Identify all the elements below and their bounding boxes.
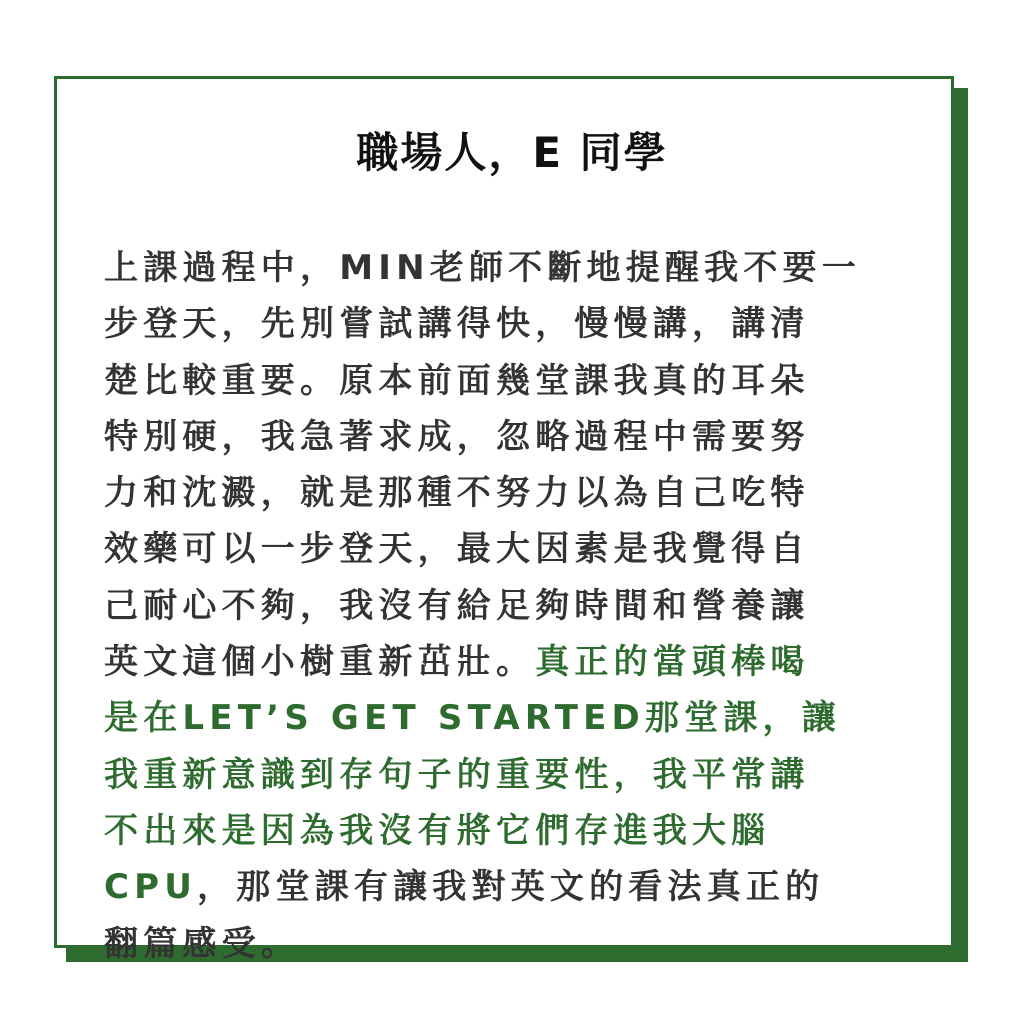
text-line-2: 步登天，先別嘗試講得快，慢慢講，講清	[104, 304, 810, 345]
testimonial-text	[104, 240, 924, 972]
text-line-11: 不出來是因為我沒有將它們存進我大腦	[104, 810, 771, 851]
text-line-6: 效藥可以一步登天，最大因素是我覺得自	[104, 529, 810, 570]
text-line-10: 我重新意識到存句子的重要性，我平常講	[104, 754, 810, 795]
text-line-4: 特別硬，我急著求成，忽略過程中需要努	[104, 416, 810, 457]
text-line-13: 翻篇感受。	[104, 923, 300, 964]
text-line-8-plain: 英文這個小樹重新茁壯。	[104, 642, 536, 683]
highlight-text-end: CPU	[104, 867, 198, 908]
text-line-5: 力和沈澱，就是那種不努力以為自己吃特	[104, 473, 810, 514]
text-line-12-plain: ，那堂課有讓我對英文的看法真正的	[197, 867, 825, 908]
highlight-text-start: 真正的當頭棒喝	[535, 642, 810, 683]
card-title: 職場人，E 同學	[356, 128, 668, 177]
text-line-12	[104, 859, 924, 915]
text-line-3: 楚比較重要。原本前面幾堂課我真的耳朵	[104, 360, 810, 401]
text-line-7: 己耐心不夠，我沒有給足夠時間和營養讓	[104, 585, 810, 626]
highlight-text-9a: 是在LET’S GET STARTED那堂課，	[104, 698, 802, 739]
text-line-1: 上課過程中，MIN老師不斷地提醒我不要一	[104, 248, 861, 288]
highlight-text-9b: 讓	[801, 698, 841, 739]
text-line-9	[104, 690, 924, 746]
text-line-8	[104, 634, 924, 690]
